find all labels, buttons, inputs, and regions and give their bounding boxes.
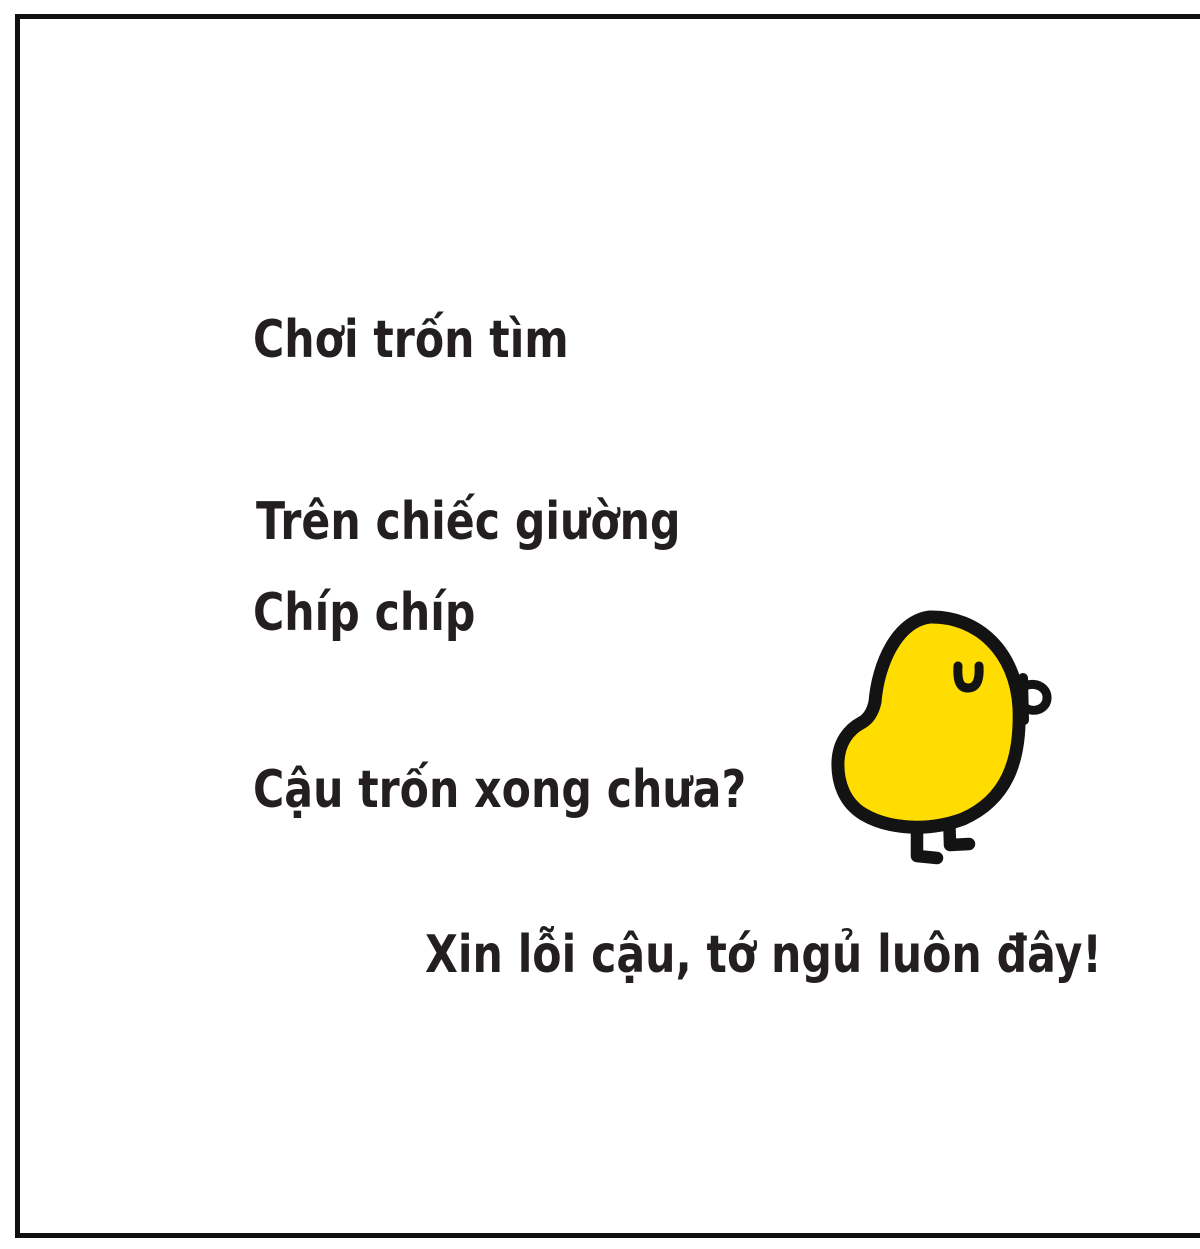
story-line-4: Cậu trốn xong chưa? bbox=[253, 760, 747, 820]
chick-body bbox=[838, 617, 1019, 827]
story-line-1: Chơi trốn tìm bbox=[253, 310, 569, 370]
story-line-3: Chíp chíp bbox=[253, 583, 476, 643]
story-line-2: Trên chiếc giường bbox=[256, 492, 681, 552]
chick-illustration bbox=[810, 595, 1070, 890]
chick-reply-line: Xin lỗi cậu, tớ ngủ luôn đây! bbox=[425, 925, 1102, 985]
